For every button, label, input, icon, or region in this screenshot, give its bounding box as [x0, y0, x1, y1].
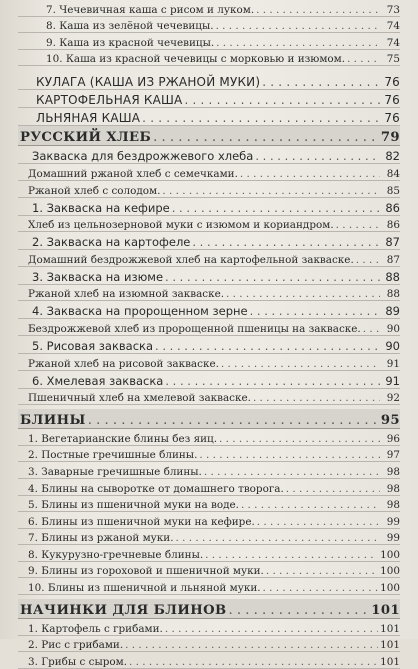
toc-entry	[18, 619, 400, 636]
chapter-title: БЛИНЫ	[20, 413, 86, 429]
entry-title: КАРТОФЕЛЬНАЯ КАША	[36, 93, 183, 108]
chapter-page: 101	[371, 603, 400, 619]
entry-title: КУЛАГА (КАША ИЗ РЖАНОЙ МУКИ)	[36, 75, 261, 90]
entry-page: 76	[384, 75, 400, 90]
toc-subsection	[18, 301, 400, 319]
entry-title: ЛЬНЯНАЯ КАША	[36, 111, 141, 126]
entry-title: Хлеб из цельнозерновой муки с изюмом и кориандром.	[28, 219, 334, 232]
entry-title: Домашний бездрожжевой хлеб на картофельной закваске.	[28, 253, 354, 266]
leader-dots	[250, 304, 380, 318]
toc-entry	[18, 562, 400, 579]
subsection-title: 4. Закваска на пророщенном зерне	[32, 304, 248, 319]
entry-page: 101	[380, 655, 400, 668]
entry-title: 2. Постные гречишные блины.	[28, 449, 198, 462]
entry-page: 87	[386, 253, 400, 266]
toc-entry	[18, 319, 400, 336]
entry-page: 88	[386, 288, 400, 301]
entry-title: 9. Блины из гороховой и пшеничной муки.	[28, 565, 264, 578]
leader-dots	[262, 75, 380, 89]
entry-page: 99	[386, 515, 400, 528]
entry-page: 101	[380, 639, 400, 652]
toc-entry	[18, 50, 400, 67]
toc-entry	[18, 17, 400, 34]
entry-page: 99	[386, 532, 400, 545]
toc-entry	[18, 181, 400, 198]
toc-subsection	[18, 146, 400, 164]
leader-dots	[204, 466, 380, 478]
entry-page: 91	[386, 357, 400, 370]
entry-page: 76	[384, 93, 400, 108]
entry-title: 4. Блины на сыворотке от домашнего творога.	[28, 482, 284, 495]
entry-title: 2. Рис с грибами.	[28, 639, 124, 652]
chapter-title: РУССКИЙ ХЛЕБ	[20, 130, 152, 146]
leader-dots	[125, 639, 378, 651]
table-of-contents	[18, 0, 400, 669]
entry-title: Бездрожжевой хлеб из пророщенной пшеницы на закваске.	[28, 322, 361, 335]
subsection-page: 90	[385, 338, 400, 353]
entry-title: Ржаной хлеб с солодом.	[28, 184, 161, 197]
leader-dots	[363, 323, 380, 335]
toc-entry	[18, 429, 400, 446]
toc-section-entry	[18, 72, 400, 90]
leader-dots	[129, 656, 378, 668]
toc-entry	[18, 0, 400, 17]
toc-entry	[18, 446, 400, 463]
leader-dots	[336, 219, 380, 231]
entry-title: 7. Блины из ржаной муки.	[28, 532, 174, 545]
leader-dots	[165, 374, 380, 388]
leader-dots	[226, 288, 380, 300]
chapter-title: НАЧИНКИ ДЛЯ БЛИНОВ	[20, 603, 227, 619]
toc-entry	[18, 636, 400, 653]
entry-page: 84	[386, 167, 400, 180]
leader-dots	[88, 413, 379, 428]
leader-dots	[142, 111, 380, 125]
leader-dots	[286, 483, 380, 495]
entry-title: 10. Блины из пшеничной и льняной муки.	[28, 582, 261, 595]
toc-subsection	[18, 198, 400, 216]
entry-page: 100	[380, 582, 400, 595]
entry-page: 98	[386, 465, 400, 478]
toc-chapter	[18, 409, 400, 429]
leader-dots	[257, 516, 380, 528]
leader-dots	[172, 201, 380, 215]
leader-dots	[205, 549, 378, 561]
entry-title: 3. Грибы с сыром.	[28, 655, 128, 668]
entry-title: 5. Блины из пшеничной муки на воде.	[28, 499, 239, 512]
toc-entry	[18, 216, 400, 233]
leader-dots	[199, 449, 380, 461]
entry-page: 92	[386, 392, 400, 405]
leader-dots	[155, 339, 380, 353]
toc-section-entry	[18, 108, 400, 126]
toc-subsection	[18, 267, 400, 285]
leader-dots	[176, 532, 380, 544]
toc-entry	[18, 164, 400, 181]
leader-dots	[165, 270, 380, 284]
subsection-page: 89	[385, 304, 400, 319]
entry-page: 75	[386, 53, 400, 66]
leader-dots	[241, 499, 380, 511]
entry-title: Пшеничный хлеб на хмелевой закваске.	[28, 392, 251, 405]
leader-dots	[162, 185, 380, 197]
leader-dots	[255, 149, 380, 163]
leader-dots	[184, 93, 380, 107]
entry-page: 85	[386, 184, 400, 197]
leader-dots	[219, 433, 380, 445]
subsection-page: 86	[385, 200, 400, 215]
toc-section-entry	[18, 90, 400, 108]
entry-page: 98	[386, 499, 400, 512]
entry-page: 90	[386, 322, 400, 335]
leader-dots	[153, 130, 379, 145]
leader-dots	[266, 565, 378, 577]
leader-dots	[165, 623, 378, 635]
subsection-page: 82	[385, 149, 400, 164]
entry-page: 98	[386, 482, 400, 495]
entry-title: Домашний ржаной хлеб с семечками.	[28, 167, 238, 180]
entry-page: 100	[380, 565, 400, 578]
toc-chapter	[18, 599, 400, 619]
subsection-title: 1. Закваска на кефире	[32, 200, 170, 215]
entry-title: Ржаной хлеб на рисовой закваске.	[28, 357, 219, 370]
entry-title: 8. Каша из зелёной чечевицы.	[46, 20, 214, 33]
subsection-title: 3. Закваска на изюме	[32, 269, 164, 284]
entry-title: 1. Картофель с грибами.	[28, 622, 163, 635]
entry-page: 100	[380, 548, 400, 561]
entry-page: 74	[386, 20, 400, 33]
subsection-title: 6. Хмелевая закваска	[32, 373, 164, 388]
entry-title: 6. Блины из пшеничной муки на кефире.	[28, 515, 255, 528]
leader-dots	[347, 53, 380, 65]
leader-dots	[192, 235, 380, 249]
leader-dots	[216, 37, 380, 49]
leader-dots	[253, 392, 380, 404]
toc-chapter	[18, 126, 400, 146]
toc-subsection	[18, 371, 400, 389]
entry-page: 74	[386, 36, 400, 49]
entry-title: 9. Каша из красной чечевицы.	[46, 36, 215, 49]
subsection-title: 5. Рисовая закваска	[32, 338, 154, 353]
leader-dots	[263, 582, 379, 594]
toc-entry	[18, 652, 400, 669]
entry-title: 7. Чечевичная каша с рисом и луком.	[46, 3, 255, 16]
leader-dots	[221, 358, 380, 370]
toc-subsection	[18, 232, 400, 250]
leader-dots	[229, 603, 370, 618]
toc-entry	[18, 389, 400, 406]
entry-title: 1. Вегетарианские блины без яиц.	[28, 432, 218, 445]
subsection-page: 88	[385, 269, 400, 284]
toc-entry	[18, 545, 400, 562]
entry-page: 86	[386, 219, 400, 232]
subsection-page: 91	[385, 373, 400, 388]
toc-entry	[18, 354, 400, 371]
toc-entry	[18, 33, 400, 50]
toc-entry	[18, 496, 400, 513]
entry-title: 10. Каша из красной чечевицы с морковью и изюмом.	[46, 53, 346, 66]
toc-entry	[18, 578, 400, 595]
chapter-page: 95	[380, 413, 400, 429]
entry-page: 76	[384, 111, 400, 126]
subsection-title: Закваска для бездрожжевого хлеба	[32, 149, 254, 164]
subsection-title: 2. Закваска на картофеле	[32, 235, 191, 250]
toc-entry	[18, 285, 400, 302]
leader-dots	[240, 168, 380, 180]
entry-page: 97	[386, 449, 400, 462]
entry-page: 101	[380, 622, 400, 635]
entry-title: Ржаной хлеб на изюмной закваске.	[28, 288, 225, 301]
toc-entry	[18, 529, 400, 546]
leader-dots	[356, 254, 380, 266]
leader-dots	[216, 20, 380, 32]
toc-entry	[18, 512, 400, 529]
toc-subsection	[18, 336, 400, 354]
subsection-page: 87	[385, 235, 400, 250]
entry-page: 73	[386, 3, 400, 16]
toc-entry	[18, 250, 400, 267]
chapter-page: 79	[380, 130, 400, 146]
leader-dots	[256, 4, 380, 16]
toc-entry	[18, 479, 400, 496]
entry-page: 96	[386, 432, 400, 445]
entry-title: 3. Заварные гречишные блины.	[28, 465, 202, 478]
toc-entry	[18, 462, 400, 479]
entry-title: 8. Кукурузно-гречневые блины.	[28, 548, 204, 561]
